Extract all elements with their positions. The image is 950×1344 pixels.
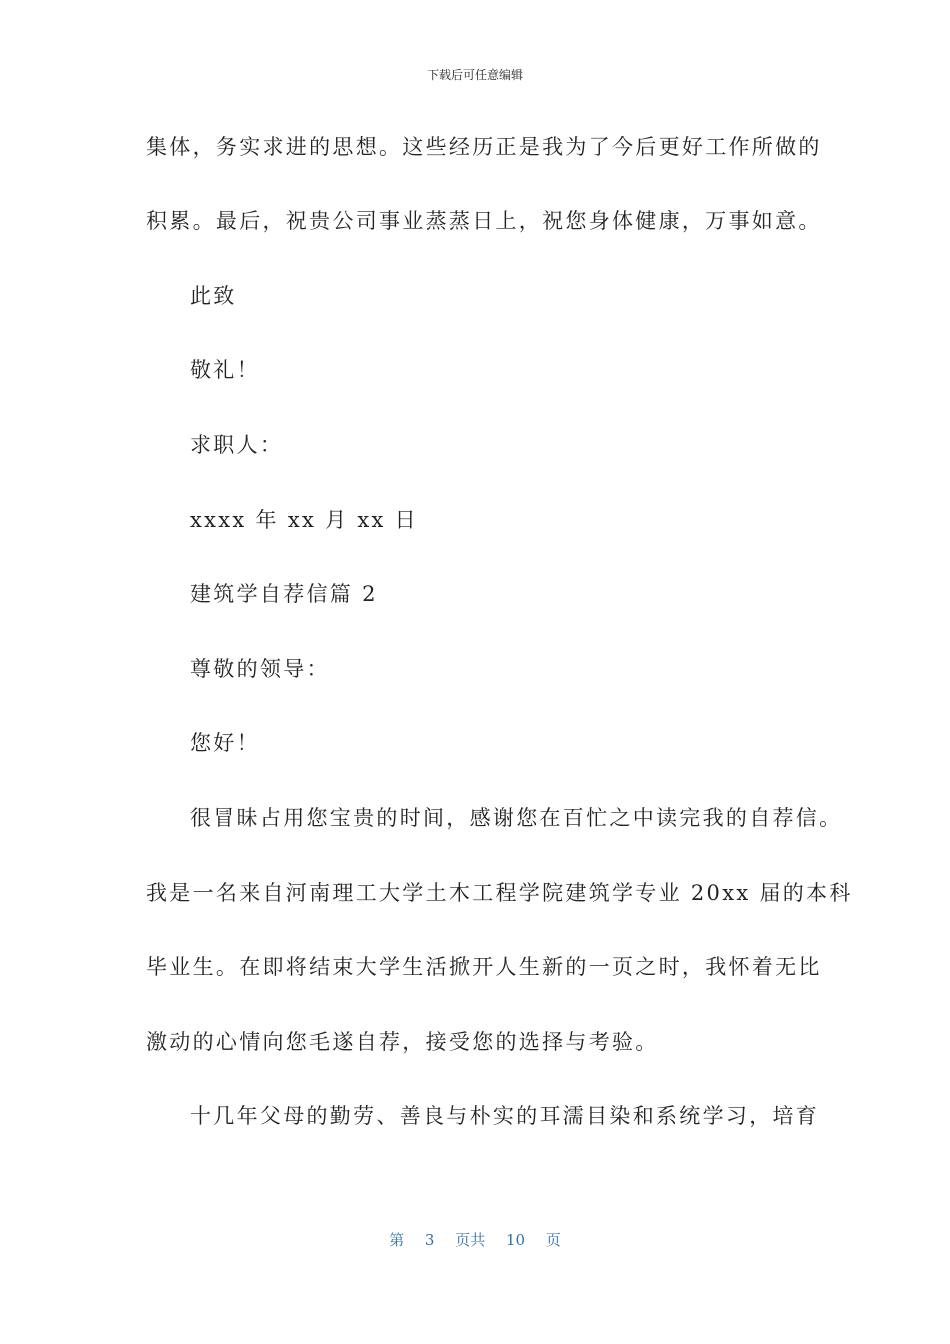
section-title: 建筑学自荐信篇 2	[190, 582, 378, 606]
body-line: 积累。最后，祝贵公司事业蒸蒸日上，祝您身体健康，万事如意。	[146, 209, 822, 233]
greeting-line: 尊敬的领导：	[190, 657, 330, 681]
page-label-mid: 页共	[455, 1231, 486, 1249]
closing-salutation: 此致	[190, 284, 237, 308]
page-header-note: 下载后可任意编辑	[426, 68, 523, 82]
closing-regards: 敬礼！	[190, 358, 260, 382]
greeting-line: 您好！	[190, 731, 260, 755]
signature-label: 求职人：	[190, 433, 284, 457]
body-line: 很冒昧占用您宝贵的时间，感谢您在百忙之中读完我的自荐信。	[190, 806, 843, 830]
page-number-footer	[0, 1230, 950, 1250]
current-page-number: 3	[424, 1231, 435, 1249]
body-line: 毕业生。在即将结束大学生活掀开人生新的一页之时，我怀着无比	[146, 955, 822, 979]
page-label-prefix: 第	[389, 1231, 405, 1249]
date-line: xxxx 年 xx 月 xx 日	[190, 508, 418, 532]
body-line: 十几年父母的勤劳、善良与朴实的耳濡目染和系统学习，培育	[190, 1104, 820, 1128]
body-line: 集体，务实求进的思想。这些经历正是我为了今后更好工作所做的	[146, 135, 822, 159]
total-pages-number: 10	[506, 1231, 526, 1249]
body-line: 我是一名来自河南理工大学土木工程学院建筑学专业 20xx 届的本科	[146, 881, 853, 905]
page-label-suffix: 页	[545, 1231, 561, 1249]
body-line: 激动的心情向您毛遂自荐，接受您的选择与考验。	[146, 1030, 659, 1054]
